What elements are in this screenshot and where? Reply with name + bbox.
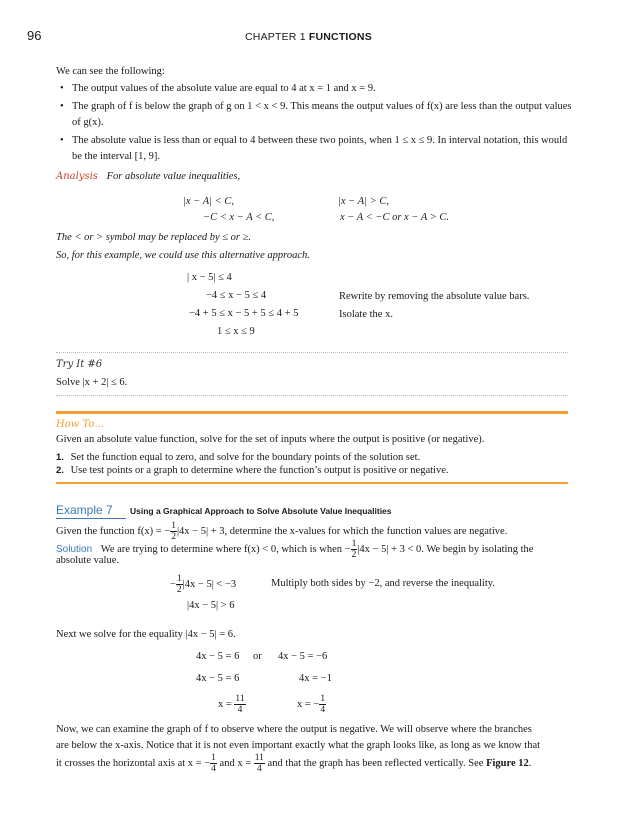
chapter-label: CHAPTER 1 bbox=[245, 31, 306, 43]
solution-pre: We are trying to determine where f(x) < 0, which is when − bbox=[100, 543, 351, 555]
solution-line bbox=[56, 539, 533, 560]
solution-post: |4x − 5| + 3 < 0. We begin by isolating the bbox=[357, 543, 534, 555]
analysis-right-2: x − A < −C or x − A > C. bbox=[340, 212, 450, 223]
inequality-2: |4x − 5| > 6 bbox=[187, 600, 235, 611]
eq-right-3: x = − $\frac{1}{4}$ bbox=[297, 694, 326, 715]
analysis-right-1: |x − A| > C, bbox=[338, 196, 389, 207]
example-underline bbox=[56, 518, 126, 519]
how-to-label: How To… bbox=[56, 419, 105, 430]
fraction-eleven-fourths: $\frac{11}{4}$ bbox=[254, 753, 264, 774]
conclusion-line-2: are below the x-axis. Notice that it is not even important exactly what the graph looks like, as long as we know that bbox=[56, 740, 541, 751]
chapter-title: FUNCTIONS bbox=[308, 31, 372, 43]
analysis-left-1: |x − A| < C, bbox=[183, 196, 234, 207]
conclusion-line-1: Now, we can examine the graph of f to observe where the output is negative. We will observe where the branches bbox=[56, 724, 532, 735]
given-pre: Given the function f(x) = − bbox=[56, 525, 171, 537]
next-text: Next we solve for the equality |4x − 5| = 6. bbox=[56, 629, 236, 640]
solution-continued: absolute value. bbox=[56, 555, 119, 566]
fraction-one-half: $\frac{1}{2}$ bbox=[176, 574, 182, 595]
how-to-step-number: 1. bbox=[56, 452, 64, 463]
analysis-text: For absolute value inequalities, bbox=[106, 171, 241, 182]
given-post: |4x − 5| + 3, determine the x-values for which the function values are negative. bbox=[176, 525, 508, 537]
eq-left-3: x = $\frac{11}{4}$ bbox=[218, 694, 245, 715]
analysis-step-4: 1 ≤ x ≤ 9 bbox=[217, 326, 255, 337]
eq-left-1: 4x − 5 = 6 bbox=[196, 651, 240, 662]
bullet-item: • The graph of f is below the graph of g on 1 < x < 9. This means the output values of f(x) are less than the output values of g(x). bbox=[72, 99, 572, 131]
inequality-1-note: Multiply both sides by −2, and reverse the inequality. bbox=[271, 578, 495, 589]
solution-label: Solution bbox=[56, 543, 93, 555]
page-number: 96 bbox=[27, 28, 42, 43]
analysis-step-3: −4 + 5 ≤ x − 5 + 5 ≤ 4 + 5 bbox=[189, 308, 299, 319]
analysis-note-2: So, for this example, we could use this alternative approach. bbox=[56, 250, 310, 261]
how-to-bottom-rule bbox=[56, 482, 568, 484]
analysis-step-note-1: Rewrite by removing the absolute value bars. bbox=[339, 291, 530, 302]
how-to-top-rule bbox=[56, 411, 568, 414]
try-it-text: Solve |x + 2| ≤ 6. bbox=[56, 377, 128, 388]
how-to-intro: Given an absolute value function, solve for the set of inputs where the output is positive (or negative). bbox=[56, 434, 485, 445]
fraction-one-half: $\frac{1}{2}$ bbox=[171, 521, 176, 542]
fraction-eleven-fourths: $\frac{11}{4}$ bbox=[235, 694, 245, 715]
analysis-label: Analysis bbox=[56, 171, 98, 182]
bullet-item: • The absolute value is less than or equal to 4 between these two points, when 1 ≤ x ≤ 9. In interval notation, this would be the interval [1, 9]. bbox=[72, 133, 572, 165]
try-it-label: Try It #6 bbox=[56, 359, 103, 370]
running-header bbox=[245, 31, 372, 43]
eq-left-2: 4x − 5 = 6 bbox=[196, 673, 240, 684]
fraction-one-half: $\frac{1}{2}$ bbox=[351, 539, 357, 560]
analysis-left-2: −C < x − A < C, bbox=[203, 212, 275, 223]
analysis-line bbox=[56, 171, 240, 182]
example-title: Using a Graphical Approach to Solve Absolute Value Inequalities bbox=[130, 506, 392, 516]
eq-or: or bbox=[253, 651, 262, 662]
analysis-note-1: The < or > symbol may be replaced by ≤ or ≥. bbox=[56, 232, 252, 243]
how-to-step-number: 2. bbox=[56, 465, 64, 476]
try-it-top-rule bbox=[56, 352, 568, 353]
eq-right-2: 4x = −1 bbox=[299, 673, 332, 684]
inequality-1: − $\frac{1}{2}$ |4x − 5| < −3 bbox=[170, 574, 237, 595]
how-to-step bbox=[56, 463, 576, 478]
conclusion-line-3: it crosses the horizontal axis at x = − $\frac{1}{4}$ and x = $\frac{11}{4}$ and that the graph has been reflected vertically. See Figure 12. bbox=[56, 753, 532, 774]
bullet-item: • The output values of the absolute value are equal to 4 at x = 1 and x = 9. bbox=[72, 81, 572, 97]
intro-text: We can see the following: bbox=[56, 66, 165, 77]
figure-reference[interactable]: Figure 12 bbox=[486, 757, 529, 769]
analysis-step-2: −4 ≤ x − 5 ≤ 4 bbox=[206, 290, 267, 301]
fraction-one-fourth: $\frac{1}{4}$ bbox=[320, 694, 326, 715]
analysis-step-1: | x − 5| ≤ 4 bbox=[187, 272, 232, 283]
how-to-step-text: Set the function equal to zero, and solve for the boundary points of the solution set. bbox=[70, 452, 421, 463]
analysis-step-note-2: Isolate the x. bbox=[339, 309, 393, 320]
example-label: Example 7 bbox=[56, 503, 113, 517]
fraction-one-fourth: $\frac{1}{4}$ bbox=[211, 753, 216, 774]
how-to-step-text: Use test points or a graph to determine where the function’s output is positive or negative. bbox=[70, 465, 449, 476]
try-it-bottom-rule bbox=[56, 395, 568, 396]
eq-right-1: 4x − 5 = −6 bbox=[278, 651, 328, 662]
